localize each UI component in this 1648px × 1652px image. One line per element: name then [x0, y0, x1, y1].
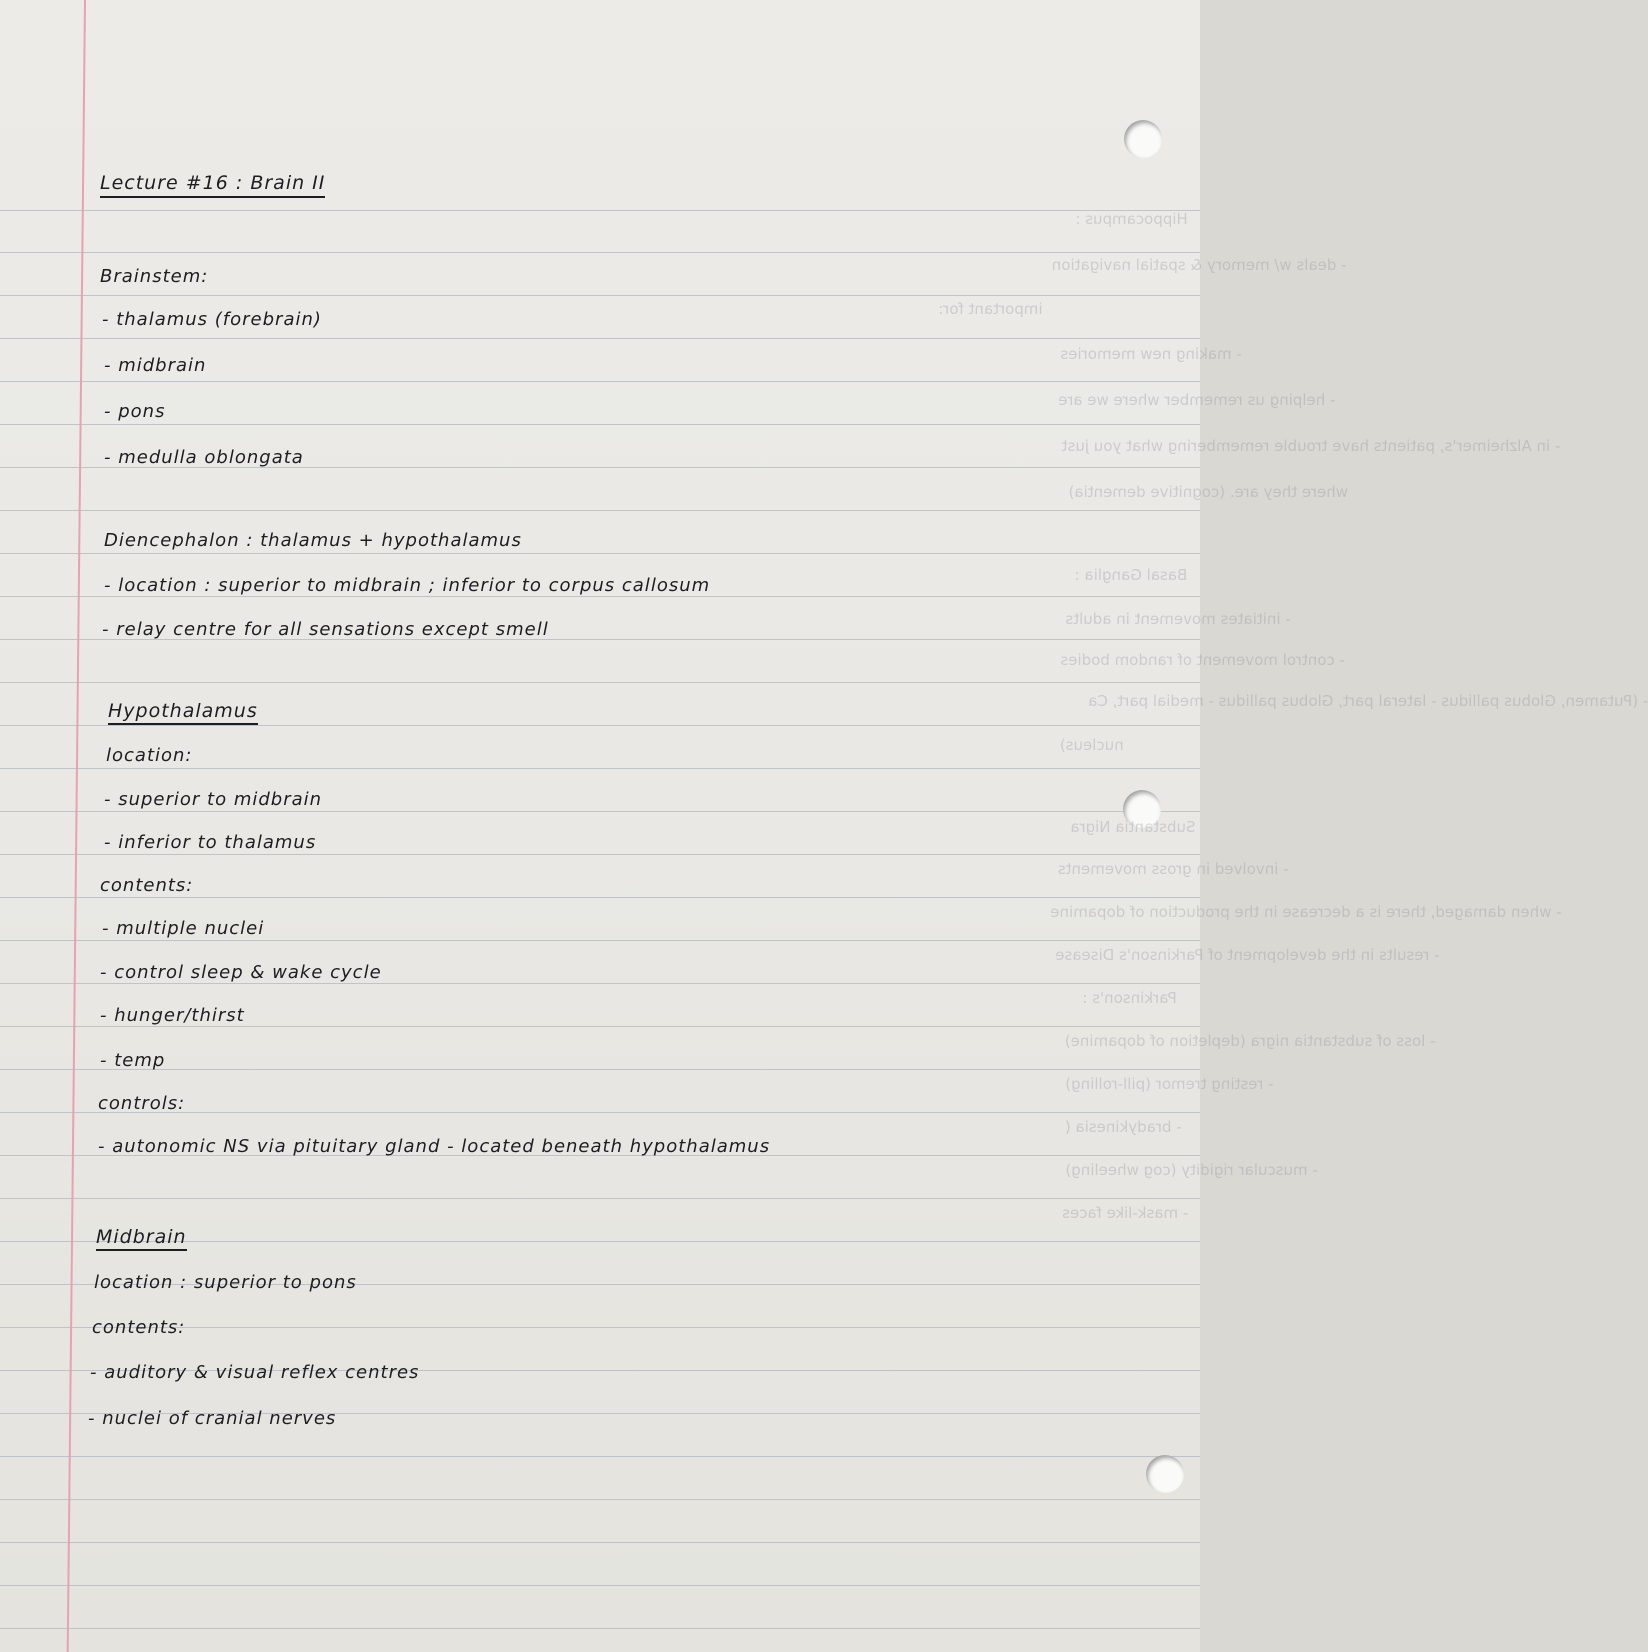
bleed-line: Substantia Nigra — [1070, 818, 1196, 836]
bleed-line: Basal Ganglia : — [1075, 566, 1188, 584]
diencephalon-item: - relay centre for all sensations except smell — [102, 619, 549, 640]
bleed-line: - initiates movement in adults — [1065, 610, 1291, 628]
rule-line — [0, 510, 1200, 511]
punch-hole — [1124, 120, 1162, 158]
midbrain-heading: Midbrain — [96, 1226, 187, 1251]
punch-hole — [1146, 1455, 1184, 1493]
hypothalamus-controls-item: - autonomic NS via pituitary gland - located beneath hypothalamus — [98, 1136, 771, 1157]
bleed-line: - in Alzheimer's, patients have trouble remembering what you just — [1062, 437, 1561, 455]
bleed-line: Hippocampus : — [1075, 210, 1188, 228]
hypothalamus-contents-item: - control sleep & wake cycle — [100, 962, 382, 983]
bleed-line: - making new memories — [1060, 345, 1242, 363]
rule-line — [0, 897, 1200, 898]
bleed-line: - helping us remember where we are — [1058, 391, 1336, 409]
rule-line — [0, 1542, 1200, 1543]
midbrain-contents-item: - nuclei of cranial nerves — [88, 1408, 337, 1429]
rule-line — [0, 1499, 1200, 1500]
hypothalamus-location-label: location: — [106, 745, 193, 766]
brainstem-heading: Brainstem: — [100, 266, 209, 287]
midbrain-location: location : superior to pons — [94, 1272, 357, 1293]
rule-line — [0, 1456, 1200, 1457]
rule-line — [0, 725, 1200, 726]
rule-line — [0, 210, 1200, 211]
rule-line — [0, 940, 1200, 941]
rule-line — [0, 1069, 1200, 1070]
rule-line — [0, 682, 1200, 683]
bleed-line: - (Putamen, Globus pallidus - lateral part, Globus pallidus - medial part, Ca — [1088, 692, 1648, 710]
rule-line — [0, 338, 1200, 339]
hypothalamus-heading: Hypothalamus — [108, 700, 258, 725]
hypothalamus-controls-label: controls: — [98, 1093, 186, 1114]
brainstem-item: - midbrain — [104, 355, 207, 376]
page-title: Lecture #16 : Brain II — [100, 172, 325, 198]
hypothalamus-location-item: - superior to midbrain — [104, 789, 323, 810]
rule-line — [0, 553, 1200, 554]
bleed-line: - involved in gross movements — [1058, 860, 1289, 878]
rule-line — [0, 854, 1200, 855]
bleed-line: important for: — [938, 300, 1043, 318]
rule-line — [0, 1026, 1200, 1027]
bleed-line: - results in the development of Parkinson's Disease — [1055, 946, 1440, 964]
diencephalon-heading: Diencephalon : thalamus + hypothalamus — [104, 530, 522, 551]
midbrain-contents-label: contents: — [92, 1317, 186, 1338]
diencephalon-item: - location : superior to midbrain ; inferior to corpus callosum — [104, 575, 711, 596]
hypothalamus-location-item: - inferior to thalamus — [104, 832, 317, 853]
rule-line — [0, 252, 1200, 253]
hypothalamus-contents-item: - hunger/thirst — [100, 1005, 245, 1026]
bleed-line: - bradykinesia ( — [1065, 1118, 1182, 1136]
rule-line — [0, 768, 1200, 769]
rule-line — [0, 1628, 1200, 1629]
brainstem-item: - pons — [104, 401, 166, 422]
brainstem-item: - thalamus (forebrain) — [102, 309, 322, 330]
bleed-line: - resting tremor (pill-rolling) — [1065, 1075, 1274, 1093]
rule-line — [0, 983, 1200, 984]
bleed-line: - mask-like faces — [1062, 1204, 1189, 1222]
bleed-line: - control movement of random bodies — [1060, 651, 1345, 669]
rule-line — [0, 1585, 1200, 1586]
bleed-line: - when damaged, there is a decrease in the production of dopamine — [1050, 903, 1562, 921]
bleed-line: Parkinson's : — [1082, 989, 1177, 1007]
hypothalamus-contents-item: - temp — [100, 1050, 166, 1071]
bleed-line: where they are. (cognitive dementia) — [1068, 483, 1348, 501]
bleed-line: - deals w/ memory & spatial navigation — [1052, 256, 1347, 274]
rule-line — [0, 381, 1200, 382]
bleed-line: - loss of substantia nigra (depletion of dopamine) — [1065, 1032, 1436, 1050]
rule-line — [0, 1198, 1200, 1199]
margin-line — [67, 0, 86, 1652]
hypothalamus-contents-label: contents: — [100, 875, 194, 896]
bleed-line: - muscular rigidity (cog wheeling) — [1065, 1161, 1318, 1179]
midbrain-contents-item: - auditory & visual reflex centres — [90, 1362, 420, 1383]
brainstem-item: - medulla oblongata — [104, 447, 304, 468]
rule-line — [0, 424, 1200, 425]
bleed-line: nucleus) — [1060, 736, 1124, 754]
rule-line — [0, 295, 1200, 296]
rule-line — [0, 596, 1200, 597]
rule-line — [0, 811, 1200, 812]
hypothalamus-contents-item: - multiple nuclei — [102, 918, 265, 939]
